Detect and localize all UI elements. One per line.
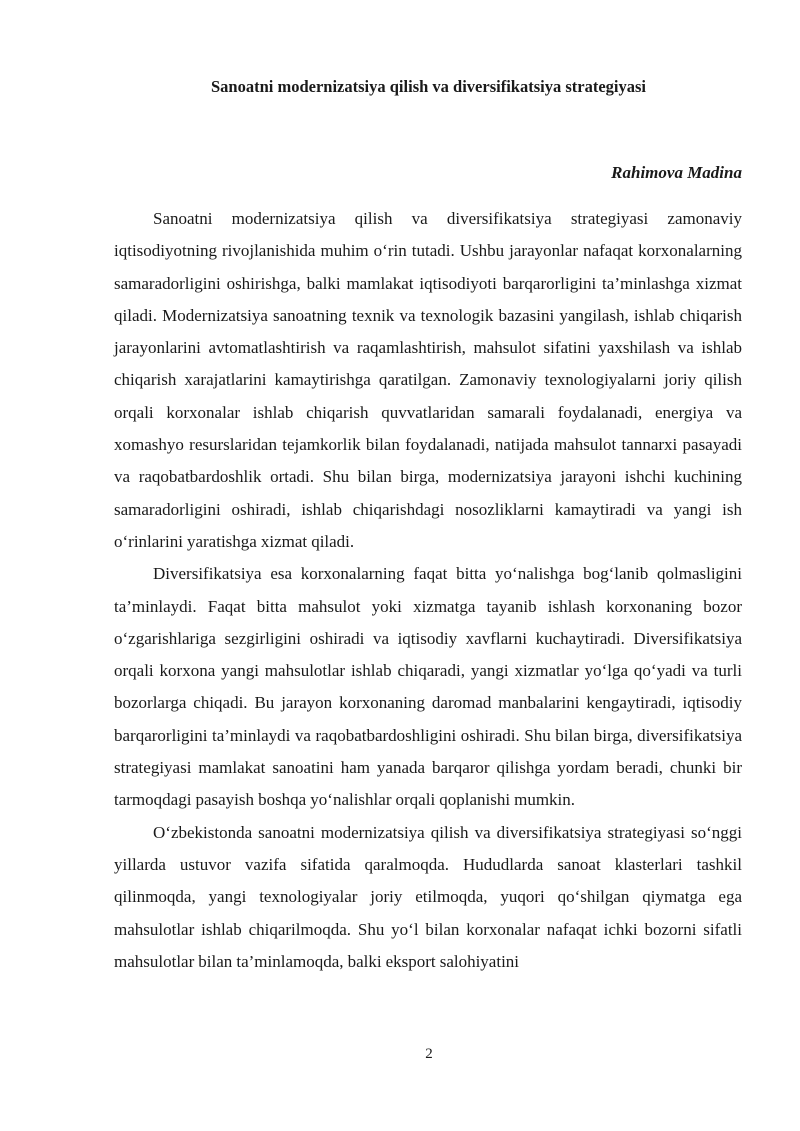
paragraph: Sanoatni modernizatsiya qilish va diversifikatsiya strategiyasi zamonaviy iqtisodiyotning rivojlanishida muhim o‘rin tutadi. Ushbu jarayonlar nafaqat korxonalarning samaradorligini oshirishga, balki mamlakat iqtisodiyoti barqarorligini ta’minlashga xizmat qiladi. Modernizatsiya sanoatning texnik va texnologik bazasini yangilash, ishlab chiqarish jarayonlarini avtomatlashtirish va raqamlashtirish, mahsulot sifatini yaxshilash va ishlab chiqarish xarajatlarini kamaytirishga qaratilgan. Zamonaviy texnologiyalarni joriy qilish orqali korxonalar ishlab chiqarish quvvatlaridan samarali foydalanadi, energiya va xomashyo resurslaridan tejamkorlik bilan foydalanadi, natijada mahsulot tannarxi pasayadi va raqobatbardoshlik ortadi. Shu bilan birga, modernizatsiya jarayoni ishchi kuchining samaradorligini oshiradi, ishlab chiqarishdagi nosozliklarni kamaytiradi va yangi ish o‘rinlarini yaratishga xizmat qiladi. xyxy=(114,209,742,551)
paragraph: O‘zbekistonda sanoatni modernizatsiya qilish va diversifikatsiya strategiyasi so‘nggi yillarda ustuvor vazifa sifatida qaralmoqda. Hududlarda sanoat klasterlari tashkil qilinmoqda, yangi texnologiyalar joriy etilmoqda, yuqori qo‘shilgan qiymatga ega mahsulotlar ishlab chiqarilmoqda. Shu yo‘l bilan korxonalar nafaqat ichki bozorni sifatli mahsulotlar bilan ta’minlamoqda, balki eksport salohiyatini xyxy=(114,822,742,971)
paragraph: Diversifikatsiya esa korxonalarning faqat bitta yo‘nalishga bog‘lanib qolmasligini ta’minlaydi. Faqat bitta mahsulot yoki xizmatga tayanib ishlash korxonaning bozor o‘zgarishlariga sezgirligini oshiradi va iqtisodiy xavflarni kuchaytiradi. Diversifikatsiya orqali korxona yangi mahsulotlar ishlab chiqaradi, yangi xizmatlar yo‘lga qo‘yadi va turli bozorlarga chiqadi. Bu jarayon korxonaning daromad manbalarini kengaytiradi, iqtisodiy barqarorligini ta’minlaydi va raqobatbardoshligini oshiradi. Shu bilan birga, diversifikatsiya strategiyasi mamlakat sanoatini ham yanada barqaror qilishga yordam beradi, chunki bir tarmoqdagi pasayish boshqa yo‘nalishlar orqali qoplanishi mumkin. xyxy=(114,564,742,810)
author-name: Rahimova Madina xyxy=(611,163,742,182)
document-body xyxy=(114,203,742,978)
page-number: 2 xyxy=(425,1046,433,1062)
document-title: Sanoatni modernizatsiya qilish va diversifikatsiya strategiyasi xyxy=(211,77,646,96)
